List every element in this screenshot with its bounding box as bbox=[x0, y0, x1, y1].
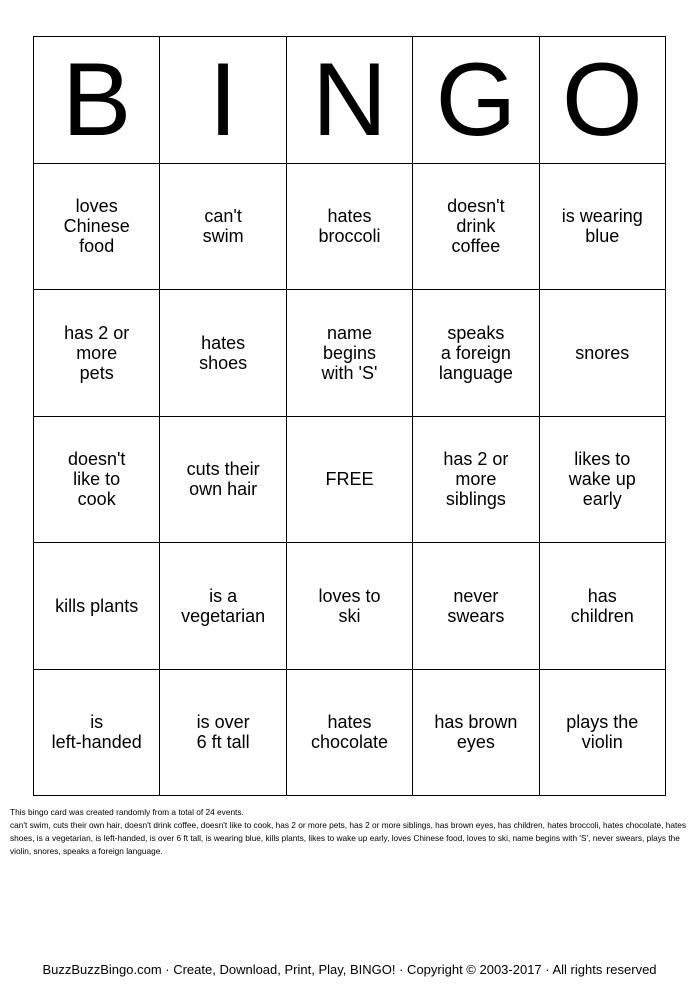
bingo-cell-text: is left-handed bbox=[51, 712, 142, 753]
bingo-cell-text: has 2 or more siblings bbox=[443, 449, 509, 510]
bingo-cell bbox=[34, 290, 160, 417]
free-space-text: FREE bbox=[325, 469, 374, 490]
bingo-cell bbox=[287, 164, 413, 291]
bingo-cell-text: hates chocolate bbox=[310, 712, 389, 753]
bingo-cell bbox=[34, 543, 160, 670]
bingo-cell-text: doesn't like to cook bbox=[67, 449, 126, 510]
bingo-cell-text: has 2 or more pets bbox=[64, 322, 130, 383]
bingo-cell bbox=[34, 670, 160, 797]
header-letter: O bbox=[561, 41, 643, 158]
header-cell-g bbox=[413, 37, 539, 164]
bingo-cell bbox=[540, 670, 666, 797]
bingo-cell bbox=[413, 417, 539, 544]
bingo-cell-text: plays the violin bbox=[566, 712, 639, 753]
bingo-cell bbox=[34, 164, 160, 291]
bingo-cell-text: kills plants bbox=[55, 595, 139, 616]
bingo-cell-text: speaks a foreign language bbox=[438, 322, 513, 383]
bingo-cell-text: doesn't drink coffee bbox=[447, 196, 505, 257]
header-letter: N bbox=[311, 41, 388, 158]
bingo-cell-text: snores bbox=[575, 342, 630, 363]
header-cell-n bbox=[287, 37, 413, 164]
card-info bbox=[10, 806, 695, 858]
header-letter: B bbox=[62, 41, 132, 158]
bingo-cell-text: has brown eyes bbox=[434, 712, 518, 753]
bingo-cell-text: cuts their own hair bbox=[186, 459, 260, 500]
bingo-cell bbox=[413, 543, 539, 670]
header-cell-b bbox=[34, 37, 160, 164]
bingo-cell bbox=[287, 543, 413, 670]
bingo-cell bbox=[540, 290, 666, 417]
bingo-cell bbox=[287, 290, 413, 417]
bingo-cell-text: has children bbox=[570, 585, 634, 626]
bingo-cell-text: loves to ski bbox=[318, 585, 381, 626]
bingo-cell-text: can't swim bbox=[202, 206, 244, 247]
bingo-cell bbox=[540, 164, 666, 291]
bingo-cell-text: is wearing blue bbox=[561, 206, 643, 247]
header-cell-i bbox=[160, 37, 286, 164]
bingo-cell-text: is over 6 ft tall bbox=[196, 712, 250, 753]
card-info-events: can't swim, cuts their own hair, doesn't drink coffee, doesn't like to cook, has 2 or more pets, has 2 or more siblings, has brown eyes, has children, hates broccoli, hates chocolate, hates shoes, is a vegetarian, is left-handed, is over 6 ft tall, is wearing blue, kills plants, likes to wake up early, loves Chinese food, loves to ski, name begins with 'S', never swears, plays the violin, snores, speaks a foreign language. bbox=[10, 820, 687, 856]
header-letter: G bbox=[435, 41, 517, 158]
bingo-cell bbox=[413, 290, 539, 417]
bingo-cell bbox=[287, 670, 413, 797]
bingo-cell-text: hates shoes bbox=[199, 332, 248, 373]
bingo-cell bbox=[160, 670, 286, 797]
bingo-cell bbox=[160, 164, 286, 291]
bingo-cell-text: never swears bbox=[447, 585, 505, 626]
bingo-cell bbox=[413, 670, 539, 797]
card-info-summary: This bingo card was created randomly from a total of 24 events. bbox=[10, 807, 244, 817]
bingo-cell bbox=[160, 290, 286, 417]
bingo-cell bbox=[160, 417, 286, 544]
header-cell-o bbox=[540, 37, 666, 164]
bingo-cell-text: hates broccoli bbox=[318, 206, 381, 247]
bingo-cell-text: name begins with 'S' bbox=[321, 322, 378, 383]
bingo-cell-text: loves Chinese food bbox=[63, 196, 130, 257]
free-space-cell bbox=[287, 417, 413, 544]
bingo-cell bbox=[160, 543, 286, 670]
bingo-cell bbox=[540, 543, 666, 670]
bingo-cell bbox=[413, 164, 539, 291]
bingo-cell-text: likes to wake up early bbox=[568, 449, 636, 510]
bingo-cell-text: is a vegetarian bbox=[181, 585, 266, 626]
bingo-cell bbox=[540, 417, 666, 544]
site-footer: BuzzBuzzBingo.com · Create, Download, Print, Play, BINGO! · Copyright © 2003-2017 · All rights reserved bbox=[42, 962, 657, 977]
bingo-cell bbox=[34, 417, 160, 544]
header-letter: I bbox=[208, 41, 238, 158]
bingo-card bbox=[33, 36, 666, 796]
